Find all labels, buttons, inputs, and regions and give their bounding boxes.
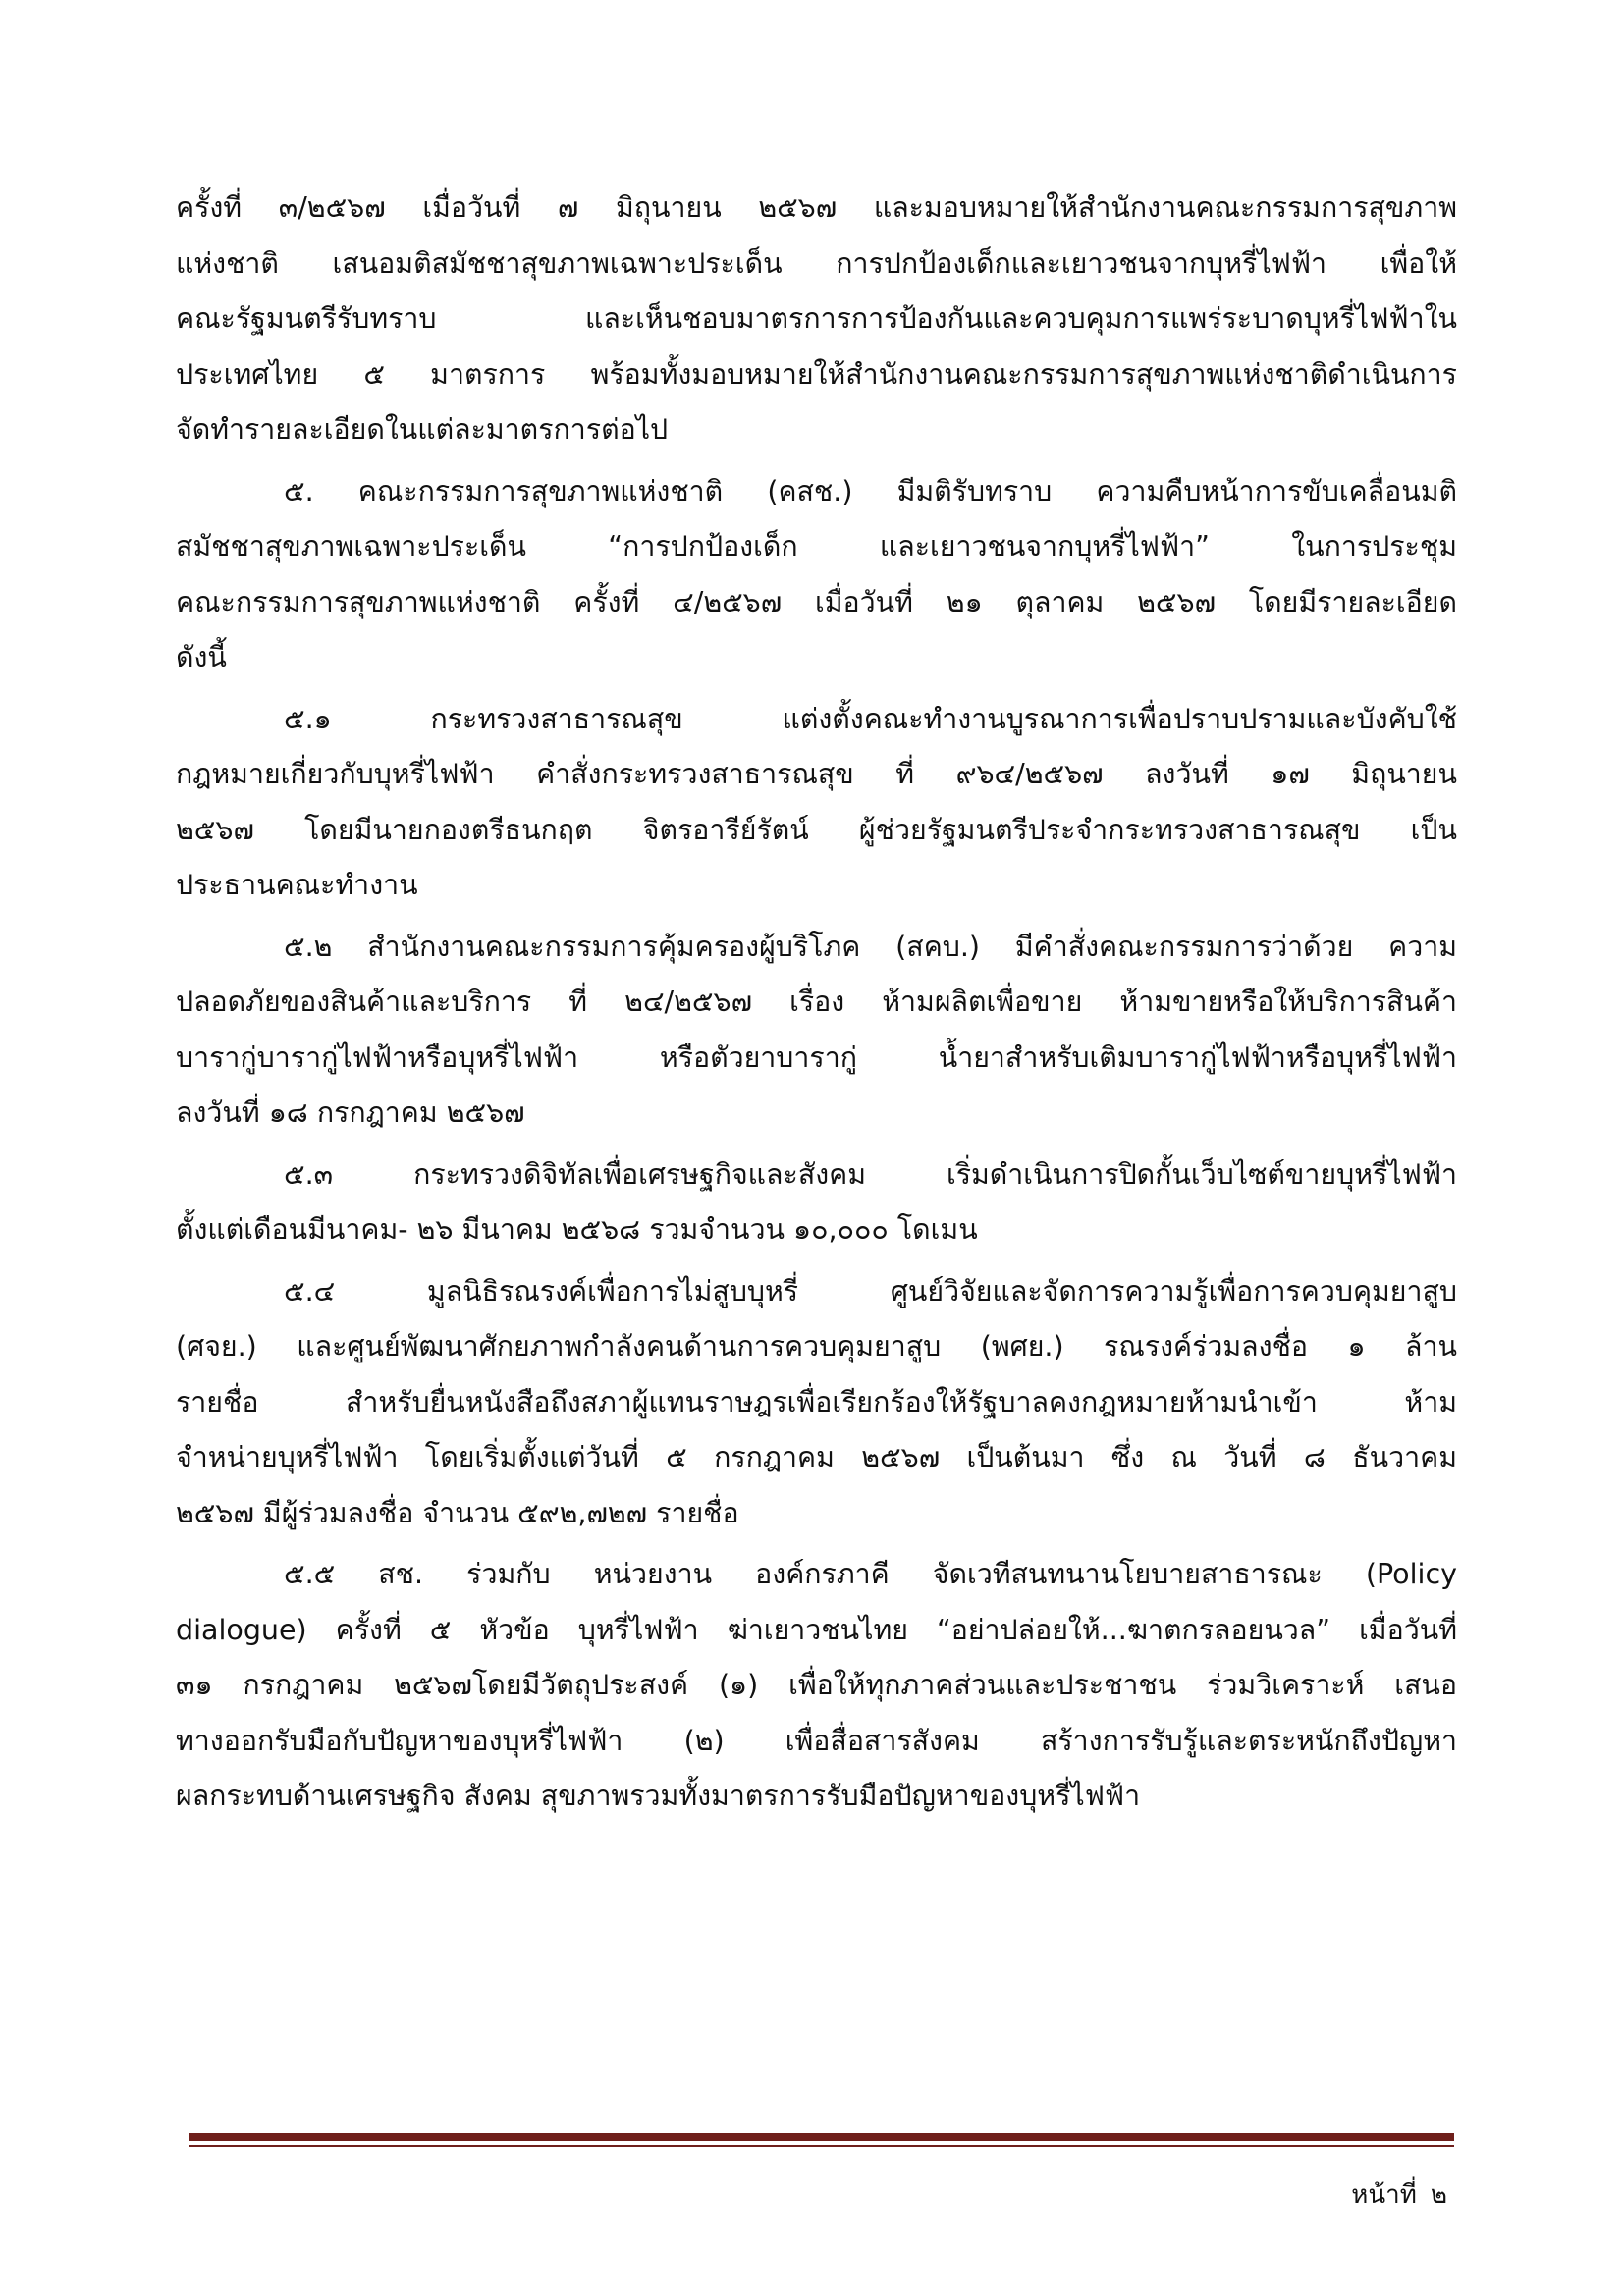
- text-line: ๒๕๖๗ โดยมีนายกองตรีธนกฤต จิตรอารีย์รัตน์ ผู้ช่วยรัฐมนตรีประจำกระทรวงสาธารณสุข เป็น: [176, 813, 1457, 846]
- text-line: ปลอดภัยของสินค้าและบริการ ที่ ๒๔/๒๕๖๗ เรื่อง ห้ามผลิตเพื่อขาย ห้ามขายหรือให้บริการสินค้า: [176, 986, 1457, 1018]
- text-line: ลงวันที่ ๑๘ กรกฎาคม ๒๕๖๗: [176, 1096, 525, 1129]
- text-line: ประธานคณะทำงาน: [176, 869, 418, 901]
- document-body: [176, 181, 1457, 1825]
- text-line: จำหน่ายบุหรี่ไฟฟ้า โดยเริ่มตั้งแต่วันที่ ๕ กรกฎาคม ๒๕๖๗ เป็นต้นมา ซึ่ง ณ วันที่ ๘ ธันวาคม: [176, 1441, 1457, 1473]
- text-line: รายชื่อ สำหรับยื่นหนังสือถึงสภาผู้แทนราษฎรเพื่อเรียกร้องให้รัฐบาลคงกฎหมายห้ามนำเข้า ห้าม: [176, 1385, 1457, 1418]
- text-line: ประเทศไทย ๕ มาตรการ พร้อมทั้งมอบหมายให้สำนักงานคณะกรรมการสุขภาพแห่งชาติดำเนินการ: [176, 357, 1457, 391]
- text-line: ตั้งแต่เดือนมีนาคม- ๒๖ มีนาคม ๒๕๖๘ รวมจำนวน ๑๐,๐๐๐ โดเมน: [176, 1213, 978, 1246]
- text-line: จัดทำรายละเอียดในแต่ละมาตรการต่อไป: [176, 413, 669, 446]
- text-line: แห่งชาติ เสนอมติสมัชชาสุขภาพเฉพาะประเด็น การปกป้องเด็กและเยาวชนจากบุหรี่ไฟฟ้า เพื่อให้: [176, 246, 1457, 280]
- paragraph-item-5-2: [176, 920, 1457, 1142]
- text-line: ๕.๕ สช. ร่วมกับ หน่วยงาน องค์กรภาคี จัดเวทีสนทนานโยบายสาธารณะ (Policy: [284, 1558, 1457, 1590]
- paragraph-item-5-4: [176, 1264, 1457, 1542]
- paragraph-item-5: [176, 464, 1457, 686]
- text-line: บารากู่บารากู่ไฟฟ้าหรือบุหรี่ไฟฟ้า หรือตัวยาบารากู่ น้ำยาสำหรับเติมบารากู่ไฟฟ้าหรือบุหรี่ไฟฟ้า: [176, 1041, 1457, 1074]
- text-line: ๕. คณะกรรมการสุขภาพแห่งชาติ (คสช.) มีมติรับทราบ ความคืบหน้าการขับเคลื่อนมติ: [284, 474, 1457, 507]
- text-line: คณะกรรมการสุขภาพแห่งชาติ ครั้งที่ ๔/๒๕๖๗ เมื่อวันที่ ๒๑ ตุลาคม ๒๕๖๗ โดยมีรายละเอียด: [176, 585, 1457, 618]
- paragraph-continuation: [176, 181, 1457, 458]
- text-line: dialogue) ครั้งที่ ๕ หัวข้อ บุหรี่ไฟฟ้า ฆ่าเยาวชนไทย “อย่าปล่อยให้...ฆาตกรลอยนวล” เมื่อวันที่: [176, 1613, 1457, 1646]
- text-line: ดังนี้: [176, 641, 227, 673]
- text-line: ทางออกรับมือกับปัญหาของบุหรี่ไฟฟ้า (๒) เพื่อสื่อสารสังคม สร้างการรับรู้และตระหนักถึงปัญหา: [176, 1724, 1457, 1757]
- text-line: ๒๕๖๗ มีผู้ร่วมลงชื่อ จำนวน ๕๙๒,๗๒๗ รายชื่อ: [176, 1496, 739, 1529]
- text-line: ๓๑ กรกฎาคม ๒๕๖๗โดยมีวัตถุประสงค์ (๑) เพื่อให้ทุกภาคส่วนและประชาชน ร่วมวิเคราะห์ เสนอ: [176, 1669, 1457, 1701]
- footer-divider: [189, 2133, 1454, 2141]
- text-line: ๕.๒ สำนักงานคณะกรรมการคุ้มครองผู้บริโภค (สคบ.) มีคำสั่งคณะกรรมการว่าด้วย ความ: [284, 930, 1457, 963]
- page-number-label: หน้าที่: [1351, 2180, 1417, 2210]
- paragraph-item-5-5: [176, 1547, 1457, 1825]
- text-line: ผลกระทบด้านเศรษฐกิจ สังคม สุขภาพรวมทั้งมาตรการรับมือปัญหาของบุหรี่ไฟฟ้า: [176, 1780, 1141, 1812]
- page-number: [1351, 2175, 1447, 2215]
- text-line: คณะรัฐมนตรีรับทราบ และเห็นชอบมาตรการการป้องกันและควบคุมการแพร่ระบาดบุหรี่ไฟฟ้าใน: [176, 302, 1457, 335]
- page-number-value: ๒: [1430, 2180, 1447, 2210]
- footer-divider-thin: [189, 2145, 1454, 2147]
- text-line: ๕.๔ มูลนิธิรณรงค์เพื่อการไม่สูบบุหรี่ ศูนย์วิจัยและจัดการความรู้เพื่อการควบคุมยาสูบ: [284, 1274, 1457, 1308]
- paragraph-item-5-1: [176, 692, 1457, 914]
- text-line: ครั้งที่ ๓/๒๕๖๗ เมื่อวันที่ ๗ มิถุนายน ๒๕๖๗ และมอบหมายให้สำนักงานคณะกรรมการสุขภาพ: [176, 191, 1457, 224]
- text-line: ๕.๓ กระทรวงดิจิทัลเพื่อเศรษฐกิจและสังคม เริ่มดำเนินการปิดกั้นเว็บไซต์ขายบุหรี่ไฟฟ้า: [284, 1157, 1457, 1191]
- text-line: ๕.๑ กระทรวงสาธารณสุข แต่งตั้งคณะทำงานบูรณาการเพื่อปราบปรามและบังคับใช้: [284, 702, 1457, 735]
- text-line: สมัชชาสุขภาพเฉพาะประเด็น “การปกป้องเด็ก และเยาวชนจากบุหรี่ไฟฟ้า” ในการประชุม: [176, 530, 1457, 562]
- paragraph-item-5-3: [176, 1148, 1457, 1258]
- text-line: (ศจย.) และศูนย์พัฒนาศักยภาพกำลังคนด้านการควบคุมยาสูบ (พศย.) รณรงค์ร่วมลงชื่อ ๑ ล้าน: [176, 1330, 1457, 1362]
- text-line: กฎหมายเกี่ยวกับบุหรี่ไฟฟ้า คำสั่งกระทรวงสาธารณสุข ที่ ๙๖๔/๒๕๖๗ ลงวันที่ ๑๗ มิถุนายน: [176, 758, 1457, 790]
